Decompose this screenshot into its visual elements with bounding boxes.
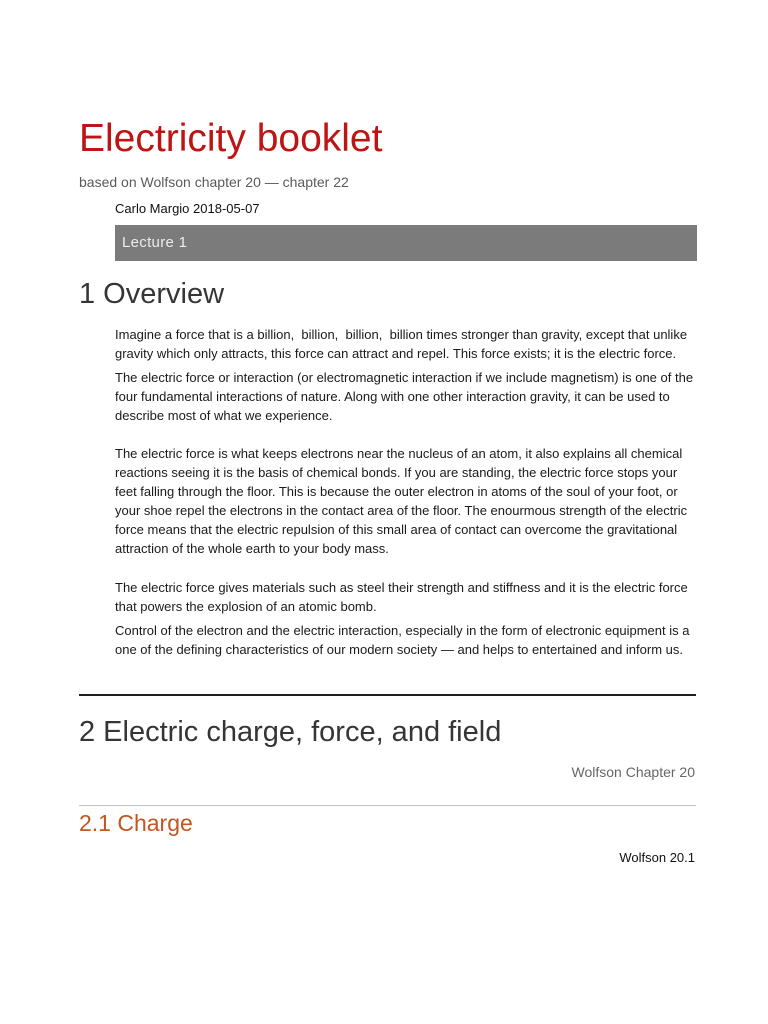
- lecture-banner: Lecture 1: [115, 225, 697, 261]
- overview-body: [115, 325, 697, 659]
- document-title: Electricity booklet: [79, 117, 383, 160]
- paragraph: The electric force or interaction (or electromagnetic interaction if we include magnetism) is one of the four fundamental interactions of nature. Along with one other interaction gravity, it can be used to describe most of what we experience.: [115, 370, 697, 423]
- section-heading-electric: 2 Electric charge, force, and field: [79, 716, 502, 748]
- chapter-reference: Wolfson Chapter 20: [571, 764, 695, 780]
- subsection-heading-charge: 2.1 Charge: [79, 810, 193, 836]
- paragraph: The electric force gives materials such as steel their strength and stiffness and it is the electric force that powers the explosion of an atomic bomb.: [115, 580, 692, 614]
- paragraph: Imagine a force that is a billion, billion, billion, billion times stronger than gravity, except that unlike gravity which only attracts, this force can attract and repel. This force exists; it is the electric force.: [115, 327, 691, 361]
- section-divider: [79, 694, 696, 696]
- main-column: [79, 115, 696, 867]
- subsection-reference: Wolfson 20.1: [619, 850, 695, 865]
- paragraph: Control of the electron and the electric interaction, especially in the form of electronic equipment is a one of the defining characteristics of our modern society — and helps to entertained and inform us.: [115, 623, 694, 657]
- author-date: Carlo Margio 2018-05-07: [115, 201, 260, 216]
- paragraph: The electric force is what keeps electrons near the nucleus of an atom, it also explains all chemical reactions seeing it is the basis of chemical bonds. If you are standing, the electric force stops your feet falling through the floor. This is because the outer electron in atoms of the soul of your foot, or your shoe repel the electrons in the contact area of the floor. The enourmous strength of the electric force means that the electric repulsion of this small area of contact can overcome the gravitational attraction of the whole earth to your body mass.: [115, 446, 691, 556]
- document-subtitle: based on Wolfson chapter 20 — chapter 22: [79, 174, 349, 190]
- section-heading-overview: 1 Overview: [79, 278, 225, 310]
- subsection-divider: [79, 805, 696, 806]
